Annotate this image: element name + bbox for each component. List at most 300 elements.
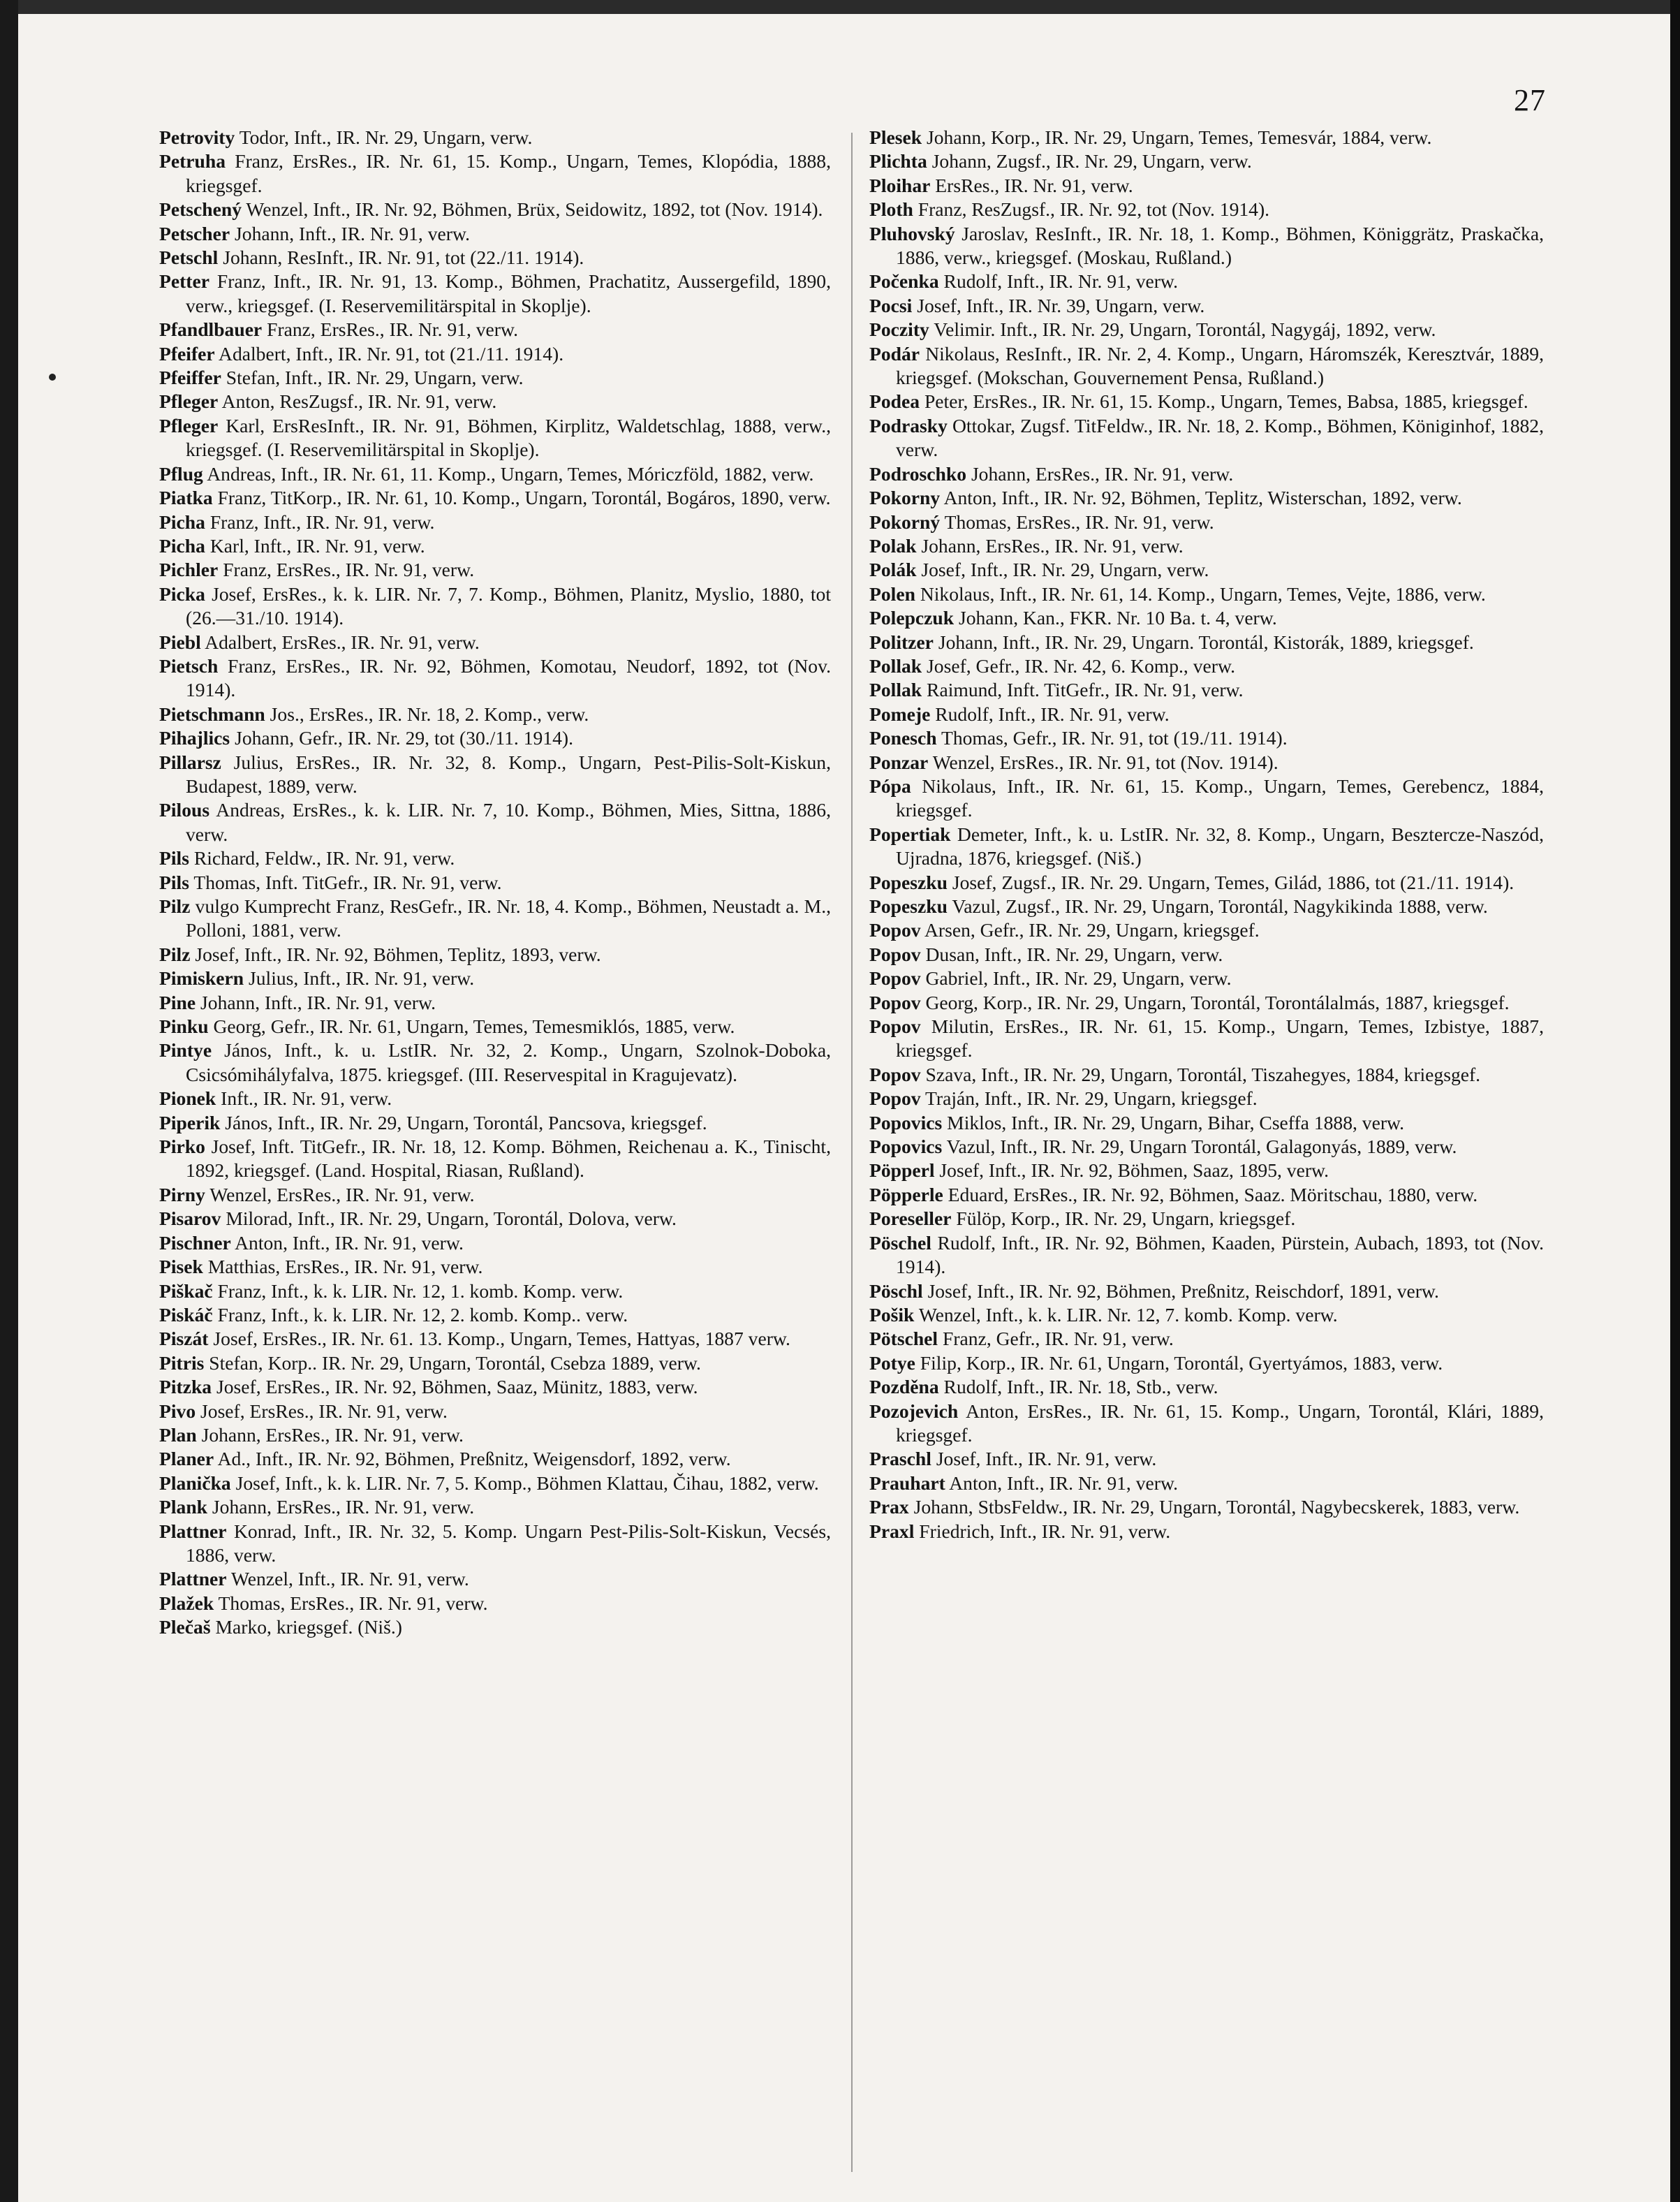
list-item bbox=[159, 798, 831, 846]
entry-details: János, Inft., IR. Nr. 29, Ungarn, Torontál, Pancsova, kriegsgef. bbox=[225, 1111, 707, 1133]
entry-details: vulgo Kumprecht Franz, ResGefr., IR. Nr. 18, 4. Komp., Böhmen, Neustadt a. M., Polloni, 1881, verw. bbox=[186, 895, 831, 941]
entry-details: Wenzel, Inft., IR. Nr. 91, verw. bbox=[230, 1568, 469, 1590]
entry-details: Fülöp, Korp., IR. Nr. 29, Ungarn, kriegsgef. bbox=[956, 1208, 1296, 1230]
entry-details: Konrad, Inft., IR. Nr. 32, 5. Komp. Ungarn Pest-Pilis-Solt-Kiskun, Vecsés, 1886, verw. bbox=[186, 1520, 832, 1566]
list-item bbox=[159, 726, 831, 750]
list-item bbox=[869, 511, 1544, 534]
entry-surname: Plichta bbox=[869, 150, 927, 173]
list-item bbox=[869, 1087, 1544, 1110]
entry-surname: Pöpperl bbox=[869, 1159, 935, 1182]
list-item bbox=[159, 1327, 831, 1351]
entry-details: Johann, Inft., IR. Nr. 29, Ungarn. Torontál, Kistorák, 1889, kriegsgef. bbox=[938, 631, 1474, 653]
entry-surname: Poczity bbox=[869, 318, 929, 341]
entry-details: Johann, ErsRes., IR. Nr. 91, verw. bbox=[921, 534, 1184, 557]
entry-surname: Pokorny bbox=[869, 487, 941, 509]
entry-surname: Pfleger bbox=[159, 390, 219, 413]
entry-surname: Podár bbox=[869, 342, 920, 365]
entry-details: Josef, ErsRes., IR. Nr. 91, verw. bbox=[200, 1400, 448, 1422]
list-item bbox=[159, 1567, 831, 1591]
entry-surname: Piszát bbox=[159, 1328, 209, 1350]
entry-details: Traján, Inft., IR. Nr. 29, Ungarn, kriegsgef. bbox=[925, 1087, 1258, 1110]
entry-surname: Pisarov bbox=[159, 1208, 221, 1230]
list-item bbox=[869, 222, 1544, 270]
list-item bbox=[159, 1615, 831, 1639]
entry-details: Johann, ErsRes., IR. Nr. 91, verw. bbox=[212, 1496, 475, 1518]
entry-details: ErsRes., IR. Nr. 91, verw. bbox=[935, 174, 1133, 196]
list-item bbox=[159, 270, 831, 318]
list-item bbox=[159, 342, 831, 366]
entry-surname: Popov bbox=[869, 919, 921, 941]
entry-details: Karl, ErsResInft., IR. Nr. 91, Böhmen, Kirplitz, Waldetschlag, 1888, verw., kriegsgef. (I. Reservemilitärspital in Skoplje). bbox=[186, 414, 831, 461]
list-item bbox=[869, 751, 1544, 775]
entry-surname: Pietsch bbox=[159, 654, 219, 677]
list-item bbox=[869, 198, 1544, 221]
entry-details: Dusan, Inft., IR. Nr. 29, Ungarn, verw. bbox=[925, 943, 1223, 965]
entry-surname: Popovics bbox=[869, 1136, 943, 1158]
entry-details: Johann, ResInft., IR. Nr. 91, tot (22./11. 1914). bbox=[223, 247, 584, 269]
list-item bbox=[869, 1351, 1544, 1375]
entry-surname: Piebl bbox=[159, 631, 201, 653]
list-item bbox=[159, 1423, 831, 1447]
list-item bbox=[159, 1592, 831, 1615]
list-item bbox=[869, 1015, 1544, 1063]
entry-surname: Pimiskern bbox=[159, 967, 244, 990]
list-item bbox=[159, 943, 831, 967]
entry-surname: Planer bbox=[159, 1448, 214, 1470]
entry-details: Wenzel, ErsRes., IR. Nr. 91, verw. bbox=[209, 1183, 475, 1205]
list-item bbox=[159, 318, 831, 342]
entry-surname: Piperik bbox=[159, 1111, 221, 1133]
list-item bbox=[159, 1495, 831, 1519]
entry-surname: Popov bbox=[869, 1087, 921, 1110]
entry-surname: Popovics bbox=[869, 1111, 943, 1133]
entry-details: Arsen, Gefr., IR. Nr. 29, Ungarn, kriegsgef. bbox=[924, 919, 1260, 941]
entry-details: Franz, Inft., k. k. LIR. Nr. 12, 2. komb. Komp.. verw. bbox=[217, 1303, 628, 1326]
list-item bbox=[159, 991, 831, 1015]
list-item bbox=[159, 1135, 831, 1183]
entry-surname: Polen bbox=[869, 582, 915, 605]
entry-details: Josef, Gefr., IR. Nr. 42, 6. Komp., verw. bbox=[927, 654, 1235, 677]
entry-details: Miklos, Inft., IR. Nr. 29, Ungarn, Bihar, Cseffa 1888, verw. bbox=[947, 1111, 1405, 1133]
entry-surname: Pomeje bbox=[869, 703, 931, 725]
list-item bbox=[869, 943, 1544, 967]
entry-details: Vazul, Zugsf., IR. Nr. 29, Ungarn, Torontál, Nagykikinda 1888, verw. bbox=[952, 895, 1488, 917]
list-item bbox=[869, 967, 1544, 990]
entry-details: Thomas, ErsRes., IR. Nr. 91, verw. bbox=[944, 511, 1214, 533]
list-item bbox=[869, 703, 1544, 726]
entry-surname: Piškač bbox=[159, 1279, 213, 1302]
right-column bbox=[869, 126, 1544, 1543]
entry-details: Anton, Inft., IR. Nr. 92, Böhmen, Teplitz, Wisterschan, 1892, verw. bbox=[943, 487, 1462, 509]
entry-surname: Praxl bbox=[869, 1520, 915, 1542]
entry-details: Inft., IR. Nr. 91, verw. bbox=[221, 1087, 392, 1110]
entry-surname: Picka bbox=[159, 582, 205, 605]
entry-surname: Petrovity bbox=[159, 126, 235, 148]
list-item bbox=[159, 462, 831, 486]
entry-details: Jos., ErsRes., IR. Nr. 18, 2. Komp., verw. bbox=[270, 703, 589, 725]
entry-surname: Pichler bbox=[159, 559, 219, 581]
entry-surname: Pinku bbox=[159, 1015, 209, 1038]
list-item bbox=[869, 918, 1544, 942]
entry-details: Franz, Inft., k. k. LIR. Nr. 12, 1. komb. Komp. verw. bbox=[217, 1279, 624, 1302]
entry-surname: Plesek bbox=[869, 126, 922, 148]
entry-surname: Podrasky bbox=[869, 414, 948, 436]
entry-surname: Polák bbox=[869, 559, 917, 581]
entry-surname: Prauhart bbox=[869, 1471, 945, 1494]
margin-mark bbox=[49, 374, 56, 381]
list-item bbox=[869, 558, 1544, 582]
entry-details: Josef, Zugsf., IR. Nr. 29. Ungarn, Temes, Gilád, 1886, tot (21./11. 1914). bbox=[952, 871, 1515, 893]
list-item bbox=[869, 294, 1544, 318]
entry-surname: Petter bbox=[159, 270, 209, 293]
entry-surname: Potye bbox=[869, 1351, 915, 1374]
list-item bbox=[159, 1375, 831, 1399]
entry-surname: Pfeifer bbox=[159, 342, 215, 365]
list-item bbox=[159, 1015, 831, 1038]
list-item bbox=[869, 486, 1544, 510]
entry-details: Friedrich, Inft., IR. Nr. 91, verw. bbox=[919, 1520, 1171, 1542]
entry-details: Franz, Inft., IR. Nr. 91, 13. Komp., Böhmen, Prachatitz, Aussergefild, 1890, verw., kriegsgef. (I. Reservemilitärspital in Skoplje). bbox=[186, 270, 831, 316]
entry-details: Adalbert, Inft., IR. Nr. 91, tot (21./11. 1914). bbox=[219, 342, 564, 365]
list-item bbox=[159, 149, 831, 198]
entry-surname: Popeszku bbox=[869, 871, 948, 893]
entry-surname: Pihajlics bbox=[159, 727, 230, 749]
list-item bbox=[869, 1520, 1544, 1543]
entry-details: Ad., Inft., IR. Nr. 92, Böhmen, Preßnitz, Weigensdorf, 1892, verw. bbox=[217, 1448, 731, 1470]
scan-right-edge bbox=[1670, 0, 1680, 2202]
entry-surname: Pionek bbox=[159, 1087, 216, 1110]
entry-details: Johann, Gefr., IR. Nr. 29, tot (30./11. 1914). bbox=[235, 727, 573, 749]
entry-surname: Počenka bbox=[869, 270, 939, 293]
entry-details: Johann, Inft., IR. Nr. 91, verw. bbox=[200, 991, 436, 1013]
entry-details: Nikolaus, Inft., IR. Nr. 61, 15. Komp., Ungarn, Temes, Gerebencz, 1884, kriegsgef. bbox=[896, 775, 1544, 821]
list-item bbox=[159, 846, 831, 870]
entry-surname: Pfandlbauer bbox=[159, 318, 263, 341]
entry-surname: Piskáč bbox=[159, 1303, 213, 1326]
entry-details: Stefan, Korp.. IR. Nr. 29, Ungarn, Torontál, Csebza 1889, verw. bbox=[209, 1351, 701, 1374]
entry-surname: Ploth bbox=[869, 198, 913, 221]
entry-surname: Pozděna bbox=[869, 1376, 939, 1398]
entry-details: Thomas, ErsRes., IR. Nr. 91, verw. bbox=[218, 1592, 488, 1614]
entry-surname: Plažek bbox=[159, 1592, 214, 1614]
list-item bbox=[869, 1231, 1544, 1279]
entry-details: Josef, Inft., IR. Nr. 91, verw. bbox=[936, 1448, 1157, 1470]
entry-surname: Pillarsz bbox=[159, 751, 221, 773]
list-item bbox=[869, 871, 1544, 895]
entry-details: Anton, Inft., IR. Nr. 91, verw. bbox=[235, 1231, 464, 1254]
list-item bbox=[159, 1255, 831, 1279]
entry-details: Matthias, ErsRes., IR. Nr. 91, verw. bbox=[207, 1256, 483, 1278]
entry-details: Josef, ErsRes., IR. Nr. 92, Böhmen, Saaz, Münitz, 1883, verw. bbox=[216, 1376, 698, 1398]
list-item bbox=[159, 1111, 831, 1135]
entry-surname: Pokorný bbox=[869, 511, 941, 533]
entry-details: Rudolf, Inft., IR. Nr. 92, Böhmen, Kaaden, Pürstein, Aubach, 1893, tot (Nov. 1914). bbox=[896, 1231, 1544, 1278]
entry-surname: Pollak bbox=[869, 679, 922, 701]
entry-details: Johann, Zugsf., IR. Nr. 29, Ungarn, verw. bbox=[931, 150, 1252, 173]
entry-surname: Pötschel bbox=[869, 1328, 938, 1350]
list-item bbox=[159, 511, 831, 534]
entry-details: Franz, TitKorp., IR. Nr. 61, 10. Komp., Ungarn, Torontál, Bogáros, 1890, verw. bbox=[217, 487, 831, 509]
entry-details: Josef, ErsRes., IR. Nr. 61. 13. Komp., Ungarn, Temes, Hattyas, 1887 verw. bbox=[213, 1328, 790, 1350]
entry-surname: Plan bbox=[159, 1423, 197, 1446]
entry-surname: Popov bbox=[869, 967, 921, 990]
entry-details: Adalbert, ErsRes., IR. Nr. 91, verw. bbox=[205, 631, 480, 653]
list-item bbox=[869, 414, 1544, 462]
entry-details: Josef, Inft., IR. Nr. 29, Ungarn, verw. bbox=[921, 559, 1209, 581]
list-item bbox=[159, 703, 831, 726]
entry-surname: Plank bbox=[159, 1496, 208, 1518]
entry-details: Peter, ErsRes., IR. Nr. 61, 15. Komp., Ungarn, Temes, Babsa, 1885, kriegsgef. bbox=[924, 390, 1528, 413]
list-item bbox=[159, 1087, 831, 1110]
entry-surname: Pietschmann bbox=[159, 703, 265, 725]
list-item bbox=[869, 606, 1544, 630]
entry-details: Thomas, Gefr., IR. Nr. 91, tot (19./11. 1914). bbox=[941, 727, 1288, 749]
list-item bbox=[869, 654, 1544, 678]
entry-details: Johann, Korp., IR. Nr. 29, Ungarn, Temes, Temesvár, 1884, verw. bbox=[927, 126, 1432, 148]
entry-details: Raimund, Inft. TitGefr., IR. Nr. 91, verw. bbox=[927, 679, 1244, 701]
page-number: 27 bbox=[1514, 83, 1546, 117]
entry-details: Julius, Inft., IR. Nr. 91, verw. bbox=[249, 967, 475, 990]
entry-details: Demeter, Inft., k. u. LstIR. Nr. 32, 8. Komp., Ungarn, Besztercze-Naszód, Ujradna, 1876, kriegsgef. (Niš.) bbox=[896, 823, 1544, 869]
entry-details: Marko, kriegsgef. (Niš.) bbox=[215, 1616, 402, 1638]
entry-surname: Pöpperle bbox=[869, 1183, 943, 1205]
entry-details: Josef, Inft., IR. Nr. 92, Böhmen, Teplitz, 1893, verw. bbox=[195, 943, 601, 965]
entry-surname: Ploihar bbox=[869, 174, 931, 196]
list-item bbox=[869, 1471, 1544, 1495]
entry-details: Josef, Inft., IR. Nr. 92, Böhmen, Saaz, 1895, verw. bbox=[939, 1159, 1329, 1182]
entry-surname: Pils bbox=[159, 847, 189, 869]
entry-surname: Pluhovský bbox=[869, 222, 955, 244]
entry-details: Andreas, ErsRes., k. k. LIR. Nr. 7, 10. Komp., Böhmen, Mies, Sittna, 1886, verw. bbox=[186, 799, 831, 845]
list-item bbox=[159, 582, 831, 631]
entry-surname: Polepczuk bbox=[869, 607, 955, 629]
entry-surname: Popertiak bbox=[869, 823, 951, 845]
list-item bbox=[869, 1375, 1544, 1399]
list-item bbox=[869, 582, 1544, 606]
list-item bbox=[159, 895, 831, 943]
entry-surname: Petruha bbox=[159, 150, 226, 173]
entry-details: Ottokar, Zugsf. TitFeldw., IR. Nr. 18, 2. Komp., Böhmen, Königinhof, 1882, verw. bbox=[896, 414, 1544, 461]
entry-surname: Praschl bbox=[869, 1448, 931, 1470]
entry-surname: Petschený bbox=[159, 198, 242, 221]
entry-details: Georg, Korp., IR. Nr. 29, Ungarn, Torontál, Torontálalmás, 1887, kriegsgef. bbox=[925, 991, 1510, 1013]
entry-details: Franz, ErsRes., IR. Nr. 61, 15. Komp., Ungarn, Temes, Klopódia, 1888, kriegsgef. bbox=[186, 150, 831, 196]
entry-surname: Piatka bbox=[159, 487, 213, 509]
entry-surname: Popov bbox=[869, 991, 921, 1013]
list-item bbox=[159, 1231, 831, 1255]
list-item bbox=[869, 462, 1544, 486]
entry-details: Thomas, Inft. TitGefr., IR. Nr. 91, verw. bbox=[193, 871, 502, 893]
list-item bbox=[869, 1327, 1544, 1351]
list-item bbox=[159, 1351, 831, 1375]
entry-details: Wenzel, Inft., k. k. LIR. Nr. 12, 7. komb. Komp. verw. bbox=[918, 1303, 1338, 1326]
list-item bbox=[869, 1447, 1544, 1471]
list-item bbox=[159, 1471, 831, 1495]
entry-surname: Polak bbox=[869, 534, 917, 557]
entry-details: Johann, ErsRes., IR. Nr. 91, verw. bbox=[971, 462, 1234, 485]
entry-details: Anton, Inft., IR. Nr. 91, verw. bbox=[949, 1471, 1178, 1494]
entry-surname: Popeszku bbox=[869, 895, 948, 917]
entry-surname: Popov bbox=[869, 1063, 921, 1085]
entry-details: Szava, Inft., IR. Nr. 29, Ungarn, Torontál, Tiszahegyes, 1884, kriegsgef. bbox=[925, 1063, 1481, 1085]
list-item bbox=[869, 895, 1544, 918]
entry-details: Todor, Inft., IR. Nr. 29, Ungarn, verw. bbox=[239, 126, 533, 148]
entry-details: Franz, Gefr., IR. Nr. 91, verw. bbox=[943, 1328, 1174, 1350]
list-item bbox=[869, 1279, 1544, 1303]
list-item bbox=[869, 534, 1544, 558]
scan-top-edge bbox=[0, 0, 1680, 14]
list-item bbox=[869, 1400, 1544, 1448]
entry-surname: Pocsi bbox=[869, 294, 913, 316]
list-item bbox=[869, 342, 1544, 390]
list-item bbox=[159, 1520, 831, 1568]
list-item bbox=[159, 390, 831, 413]
entry-details: Rudolf, Inft., IR. Nr. 91, verw. bbox=[943, 270, 1178, 293]
entry-details: Josef, Inft., IR. Nr. 92, Böhmen, Preßnitz, Reischdorf, 1891, verw. bbox=[927, 1279, 1439, 1302]
list-item bbox=[159, 246, 831, 270]
entry-surname: Pilous bbox=[159, 799, 210, 821]
list-item bbox=[159, 198, 831, 221]
entry-surname: Politzer bbox=[869, 631, 934, 653]
entry-details: Anton, ResZugsf., IR. Nr. 91, verw. bbox=[221, 390, 497, 413]
list-item bbox=[159, 534, 831, 558]
entry-details: Milutin, ErsRes., IR. Nr. 61, 15. Komp., Ungarn, Temes, Izbistye, 1887, kriegsgef. bbox=[896, 1015, 1544, 1062]
entry-surname: Prax bbox=[869, 1496, 909, 1518]
list-item bbox=[159, 222, 831, 246]
list-item bbox=[869, 270, 1544, 293]
list-item bbox=[869, 318, 1544, 342]
entry-details: Anton, ErsRes., IR. Nr. 61, 15. Komp., Ungarn, Torontál, Klári, 1889, kriegsgef. bbox=[896, 1400, 1544, 1446]
entry-surname: Pisek bbox=[159, 1256, 203, 1278]
entry-details: Wenzel, Inft., IR. Nr. 92, Böhmen, Brüx, Seidowitz, 1892, tot (Nov. 1914). bbox=[246, 198, 823, 221]
entry-surname: Pošik bbox=[869, 1303, 915, 1326]
entry-details: Johann, ErsRes., IR. Nr. 91, verw. bbox=[201, 1423, 464, 1446]
entry-surname: Plattner bbox=[159, 1520, 227, 1542]
list-item bbox=[869, 1183, 1544, 1207]
entry-details: Richard, Feldw., IR. Nr. 91, verw. bbox=[193, 847, 455, 869]
list-item bbox=[159, 1400, 831, 1423]
list-item bbox=[869, 1111, 1544, 1135]
list-item bbox=[159, 751, 831, 799]
entry-details: Filip, Korp., IR. Nr. 61, Ungarn, Torontál, Gyertyámos, 1883, verw. bbox=[920, 1351, 1443, 1374]
entry-surname: Pfeiffer bbox=[159, 367, 221, 389]
entry-details: Stefan, Inft., IR. Nr. 29, Ungarn, verw. bbox=[226, 367, 524, 389]
list-item bbox=[869, 149, 1544, 173]
list-item bbox=[159, 1303, 831, 1327]
entry-surname: Pils bbox=[159, 871, 189, 893]
entry-surname: Pilz bbox=[159, 943, 191, 965]
list-item bbox=[159, 558, 831, 582]
list-item bbox=[159, 1038, 831, 1087]
entry-details: Josef, Inft. TitGefr., IR. Nr. 18, 12. Komp. Böhmen, Reichenau a. K., Tinischt, 1892, kriegsgef. (Land. Hospital, Riasan, Rußland). bbox=[186, 1136, 831, 1182]
list-item bbox=[159, 871, 831, 895]
entry-details: Velimir. Inft., IR. Nr. 29, Ungarn, Torontál, Nagygáj, 1892, verw. bbox=[934, 318, 1436, 341]
entry-surname: Pflug bbox=[159, 462, 203, 485]
entry-surname: Podroschko bbox=[869, 462, 967, 485]
list-item bbox=[159, 967, 831, 990]
list-item bbox=[159, 1183, 831, 1207]
entry-details: Franz, ErsRes., IR. Nr. 91, verw. bbox=[267, 318, 519, 341]
entry-details: Josef, Inft., IR. Nr. 39, Ungarn, verw. bbox=[917, 294, 1205, 316]
entry-details: Rudolf, Inft., IR. Nr. 91, verw. bbox=[935, 703, 1170, 725]
scan-left-edge bbox=[0, 0, 18, 2202]
list-item bbox=[159, 631, 831, 654]
entry-details: Gabriel, Inft., IR. Nr. 29, Ungarn, verw. bbox=[925, 967, 1232, 990]
entry-surname: Pirko bbox=[159, 1136, 205, 1158]
list-item bbox=[159, 654, 831, 703]
list-item bbox=[869, 775, 1544, 823]
list-item bbox=[159, 126, 831, 149]
list-item bbox=[869, 174, 1544, 198]
entry-details: Georg, Gefr., IR. Nr. 61, Ungarn, Temes, Temesmiklós, 1885, verw. bbox=[213, 1015, 735, 1038]
list-item bbox=[869, 1135, 1544, 1159]
entry-details: Karl, Inft., IR. Nr. 91, verw. bbox=[209, 534, 425, 557]
entry-details: Franz, ErsRes., IR. Nr. 92, Böhmen, Komotau, Neudorf, 1892, tot (Nov. 1914). bbox=[186, 654, 831, 701]
entry-details: Rudolf, Inft., IR. Nr. 18, Stb., verw. bbox=[943, 1376, 1218, 1398]
entry-surname: Podea bbox=[869, 390, 920, 413]
list-item bbox=[159, 1279, 831, 1303]
list-item bbox=[159, 366, 831, 390]
list-item bbox=[869, 1159, 1544, 1182]
entry-surname: Pöschel bbox=[869, 1231, 931, 1254]
list-item bbox=[869, 1495, 1544, 1519]
entry-details: Milorad, Inft., IR. Nr. 29, Ungarn, Torontál, Dolova, verw. bbox=[226, 1208, 677, 1230]
column-divider bbox=[851, 133, 853, 2172]
entry-details: Nikolaus, ResInft., IR. Nr. 2, 4. Komp., Ungarn, Háromszék, Keresztvár, 1889, kriegsgef. (Mokschan, Gouvernement Pensa, Rußland.) bbox=[896, 342, 1544, 389]
entry-details: Josef, Inft., k. k. LIR. Nr. 7, 5. Komp., Böhmen Klattau, Čihau, 1882, verw. bbox=[235, 1471, 819, 1494]
entry-surname: Popov bbox=[869, 1015, 921, 1038]
entry-surname: Ponesch bbox=[869, 727, 937, 749]
entry-details: Franz, Inft., IR. Nr. 91, verw. bbox=[209, 511, 435, 533]
entry-details: Jaroslav, ResInft., IR. Nr. 18, 1. Komp., Böhmen, Königgrätz, Praskačka, 1886, verw., kriegsgef. (Moskau, Rußland.) bbox=[896, 222, 1544, 269]
entry-details: Nikolaus, Inft., IR. Nr. 61, 14. Komp., Ungarn, Temes, Vejte, 1886, verw. bbox=[920, 582, 1486, 605]
entry-surname: Picha bbox=[159, 534, 205, 557]
entry-details: Vazul, Inft., IR. Nr. 29, Ungarn Torontál, Galagonyás, 1889, verw. bbox=[946, 1136, 1457, 1158]
entry-surname: Pintye bbox=[159, 1039, 212, 1062]
entry-details: Franz, ErsRes., IR. Nr. 91, verw. bbox=[223, 559, 475, 581]
entry-surname: Pópa bbox=[869, 775, 911, 797]
list-item bbox=[159, 1207, 831, 1231]
entry-details: Wenzel, ErsRes., IR. Nr. 91, tot (Nov. 1914). bbox=[932, 751, 1279, 773]
list-item bbox=[869, 126, 1544, 149]
entry-surname: Plečaš bbox=[159, 1616, 211, 1638]
list-item bbox=[869, 631, 1544, 654]
left-column bbox=[159, 126, 831, 1640]
list-item bbox=[159, 1447, 831, 1471]
entry-details: Josef, ErsRes., k. k. LIR. Nr. 7, 7. Komp., Böhmen, Planitz, Myslio, 1880, tot (26.—31./10. 1914). bbox=[186, 582, 831, 629]
entry-details: Johann, Kan., FKR. Nr. 10 Ba. t. 4, verw. bbox=[959, 607, 1277, 629]
entry-surname: Poreseller bbox=[869, 1208, 952, 1230]
entry-surname: Pollak bbox=[869, 654, 922, 677]
list-item bbox=[869, 991, 1544, 1015]
entry-surname: Pitris bbox=[159, 1351, 205, 1374]
entry-details: Julius, ErsRes., IR. Nr. 32, 8. Komp., Ungarn, Pest-Pilis-Solt-Kiskun, Budapest, 1889, verw. bbox=[186, 751, 832, 797]
entry-details: Johann, Inft., IR. Nr. 91, verw. bbox=[235, 222, 470, 244]
entry-surname: Pilz bbox=[159, 895, 191, 917]
entry-surname: Pirny bbox=[159, 1183, 205, 1205]
entry-surname: Picha bbox=[159, 511, 205, 533]
list-item bbox=[869, 823, 1544, 871]
list-item bbox=[869, 1207, 1544, 1231]
entry-surname: Pine bbox=[159, 991, 196, 1013]
list-item bbox=[159, 414, 831, 462]
entry-surname: Pfleger bbox=[159, 414, 219, 436]
entry-surname: Pitzka bbox=[159, 1376, 212, 1398]
list-item bbox=[869, 1303, 1544, 1327]
entry-details: Eduard, ErsRes., IR. Nr. 92, Böhmen, Saaz. Möritschau, 1880, verw. bbox=[948, 1183, 1478, 1205]
entry-surname: Petscher bbox=[159, 222, 230, 244]
entry-details: Andreas, Inft., IR. Nr. 61, 11. Komp., Ungarn, Temes, Móriczföld, 1882, verw. bbox=[207, 462, 814, 485]
